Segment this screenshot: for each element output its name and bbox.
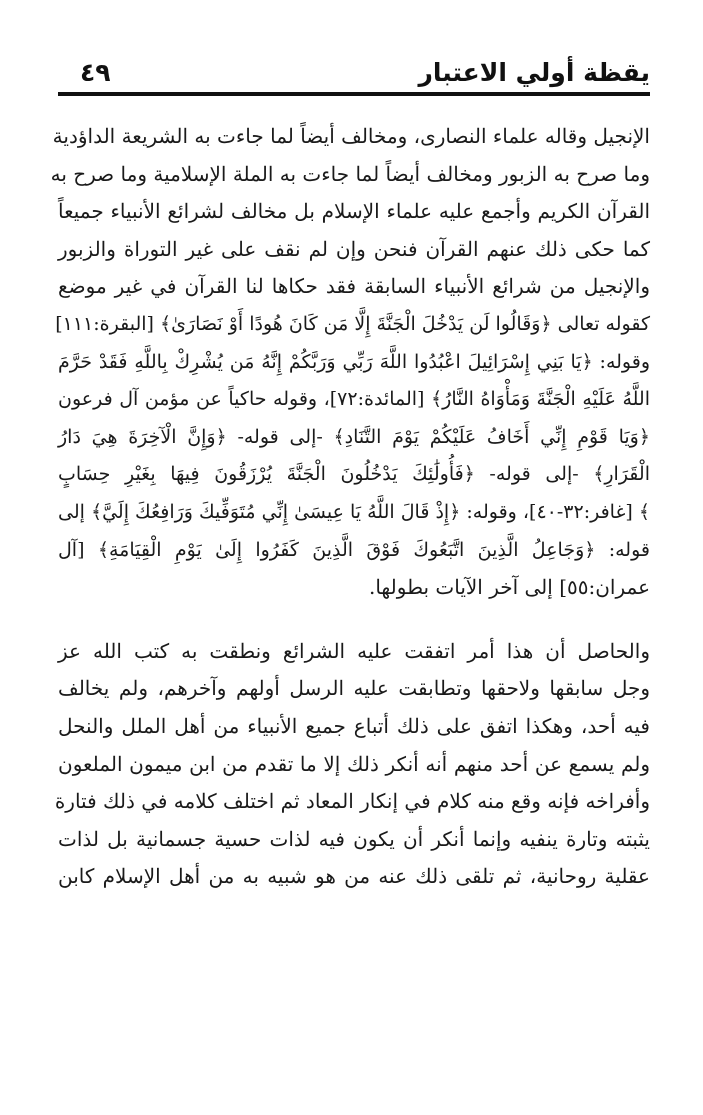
text-line: الإنجيل وقاله علماء النصارى، ومخالف أيضاً لما جاءت به الشريعة الداؤدية: [52, 124, 650, 148]
text-line-quran: وقوله: ﴿يَا بَنِي إِسْرَائِيلَ اعْبُدُوا اللَّهَ رَبِّي وَرَبَّكُمْ إِنَّهُ مَن يُشْرِكْ بِاللَّهِ فَقَدْ حَرَّمَ: [58, 350, 651, 373]
text-line-quran: ﴾ [غافر:٣٢-٤٠]، وقوله: ﴿إِذْ قَالَ اللَّهُ يَا عِيسَىٰ إِنِّي مُتَوَفِّيكَ وَرَافِعُكَ إِلَيَّ﴾ إلى: [58, 500, 650, 523]
text-line-quran: كقوله تعالى ﴿وَقَالُوا لَن يَدْخُلَ الْجَنَّةَ إِلَّا مَن كَانَ هُودًا أَوْ نَصَارَىٰ﴾ [البقرة:١١١]: [55, 312, 650, 335]
text-line: ولم يسمع عن أحد منهم أنه أنكر ذلك إلا ما تقدم من ابن ميمون الملعون: [58, 751, 650, 776]
text-line: وجل سابقها ولاحقها وتطابقت عليه الرسل أولهم وآخرهم، ولم يخالف: [58, 676, 650, 701]
body-text: [50, 118, 651, 896]
running-header: [58, 52, 650, 96]
text-line: والحاصل أن هذا أمر اتفقت عليه الشرائع ونطقت به كتب الله عز: [58, 638, 650, 663]
text-line: والإنجيل من شرائع الأنبياء السابقة فقد حكاها لنا القرآن في غير موضع: [58, 274, 650, 299]
text-line: عمران:٥٥] إلى آخر الآيات بطولها.: [368, 575, 650, 600]
text-line: يثبته وتارة ينفيه وإنما أنكر أن يكون فيه لذات حسية جسمانية بل لذات: [58, 826, 650, 851]
page-number: ٤٩: [80, 58, 111, 87]
paragraph-gap: [58, 607, 650, 633]
text-line: فيه أحد، وهكذا اتفق على ذلك أتباع جميع الأنبياء من أهل الملل والنحل: [58, 713, 650, 738]
text-line: كما حكى ذلك عنهم القرآن فنحن وإن لم نقف على غير التوراة والزبور: [58, 236, 650, 261]
text-line: عقلية روحانية، ثم تلقى ذلك عنه من هو شبيه به من أهل الإسلام كابن: [58, 864, 650, 889]
book-title: يقظة أولي الاعتبار: [418, 58, 650, 87]
text-line-quran: الْقَرَارِ﴾ -إلى قوله- ﴿فَأُولَٰئِكَ يَدْخُلُونَ الْجَنَّةَ يُرْزَقُونَ فِيهَا بِغَيْرِ حِسَابٍ: [58, 463, 650, 486]
text-line: القرآن الكريم وأجمع عليه علماء الإسلام بل مخالف لشرائع الأنبياء جميعاً: [58, 199, 650, 224]
text-line: وما صرح به الزبور ومخالف أيضاً لما جاءت به الملة الإسلامية وما صرح به: [50, 161, 650, 186]
header-rule: [58, 92, 650, 96]
text-line-quran: اللَّهُ عَلَيْهِ الْجَنَّةَ وَمَأْوَاهُ النَّارُ﴾ [المائدة:٧٢]، وقوله حاكياً عن مؤمن آل فرعون: [58, 388, 650, 411]
text-line-quran: ﴿وَيَا قَوْمِ إِنِّي أَخَافُ عَلَيْكُمْ يَوْمَ التَّنَادِ﴾ -إلى قوله- ﴿وَإِنَّ الْآخِرَةَ هِيَ دَارُ: [58, 425, 650, 448]
paragraph-1: [50, 118, 651, 607]
paragraph-2: [54, 633, 650, 896]
text-line-quran: قوله: ﴿وَجَاعِلُ الَّذِينَ اتَّبَعُوكَ فَوْقَ الَّذِينَ كَفَرُوا إِلَىٰ يَوْمِ الْقِيَامَةِ﴾ [آل: [58, 538, 650, 561]
text-line: وأفراخه فإنه وقع منه كلام في إنكار المعاد ثم اختلف كلامه في ذلك فتارة: [54, 789, 650, 814]
